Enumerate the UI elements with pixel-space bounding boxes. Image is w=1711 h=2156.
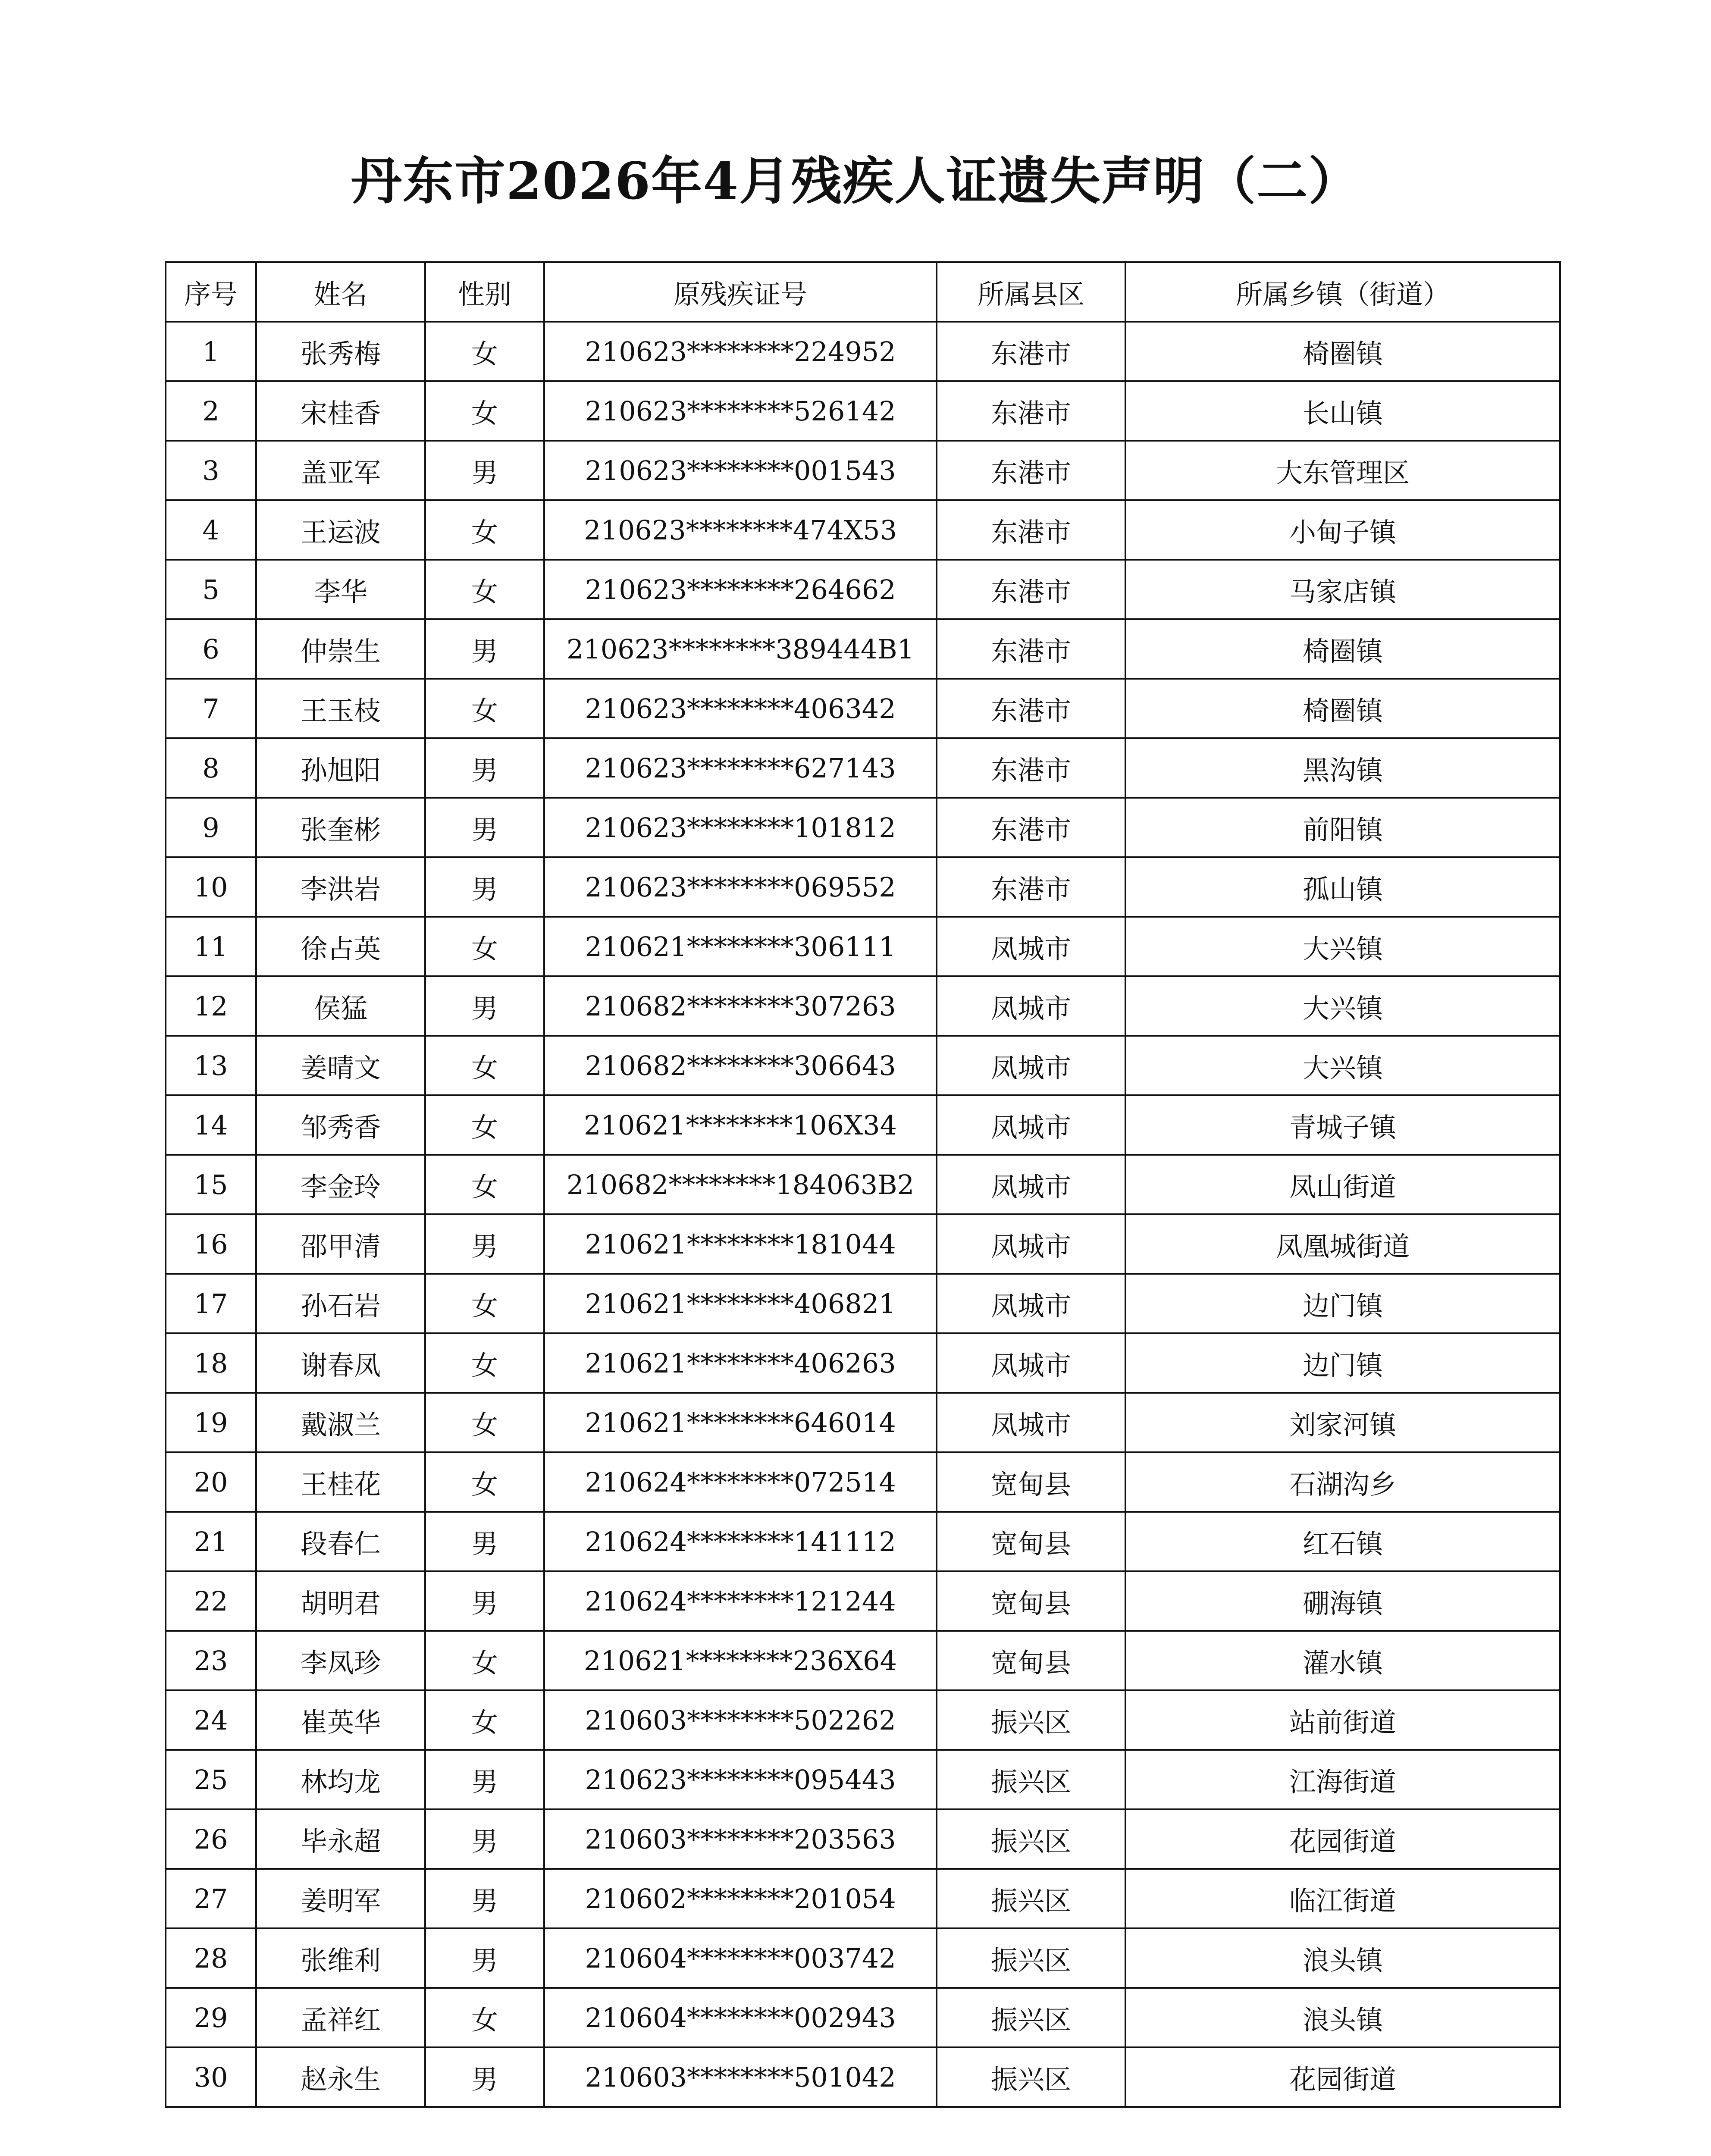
cell-gender: 男	[425, 1928, 544, 1988]
cell-serial: 27	[166, 1869, 256, 1928]
cell-town: 花园街道	[1125, 1809, 1560, 1869]
cell-town: 刘家河镇	[1125, 1393, 1560, 1452]
cell-town: 花园街道	[1125, 2047, 1560, 2107]
declaration-table-container	[165, 261, 1559, 2108]
cell-certificate-number: 210623********627143	[544, 738, 937, 798]
cell-serial: 14	[166, 1095, 256, 1155]
cell-certificate-number: 210623********069552	[544, 857, 937, 917]
cell-county: 振兴区	[937, 1809, 1125, 1869]
cell-name: 姜明军	[256, 1869, 425, 1928]
cell-name: 孙石岩	[256, 1274, 425, 1333]
page-title: 丹东市2026年4月残疾人证遗失声明（二）	[351, 151, 1360, 211]
cell-county: 振兴区	[937, 1750, 1125, 1809]
cell-county: 东港市	[937, 560, 1125, 619]
cell-gender: 男	[425, 1750, 544, 1809]
cell-gender: 女	[425, 1690, 544, 1750]
cell-gender: 女	[425, 1333, 544, 1393]
cell-certificate-number: 210682********306643	[544, 1036, 937, 1095]
cell-name: 宋桂香	[256, 381, 425, 441]
cell-serial: 12	[166, 976, 256, 1036]
cell-certificate-number: 210623********264662	[544, 560, 937, 619]
table-row	[166, 738, 1560, 798]
cell-serial: 5	[166, 560, 256, 619]
cell-county: 宽甸县	[937, 1631, 1125, 1690]
cell-certificate-number: 210623********224952	[544, 322, 937, 381]
cell-town: 小甸子镇	[1125, 500, 1560, 560]
cell-serial: 10	[166, 857, 256, 917]
cell-name: 李凤珍	[256, 1631, 425, 1690]
cell-county: 凤城市	[937, 1036, 1125, 1095]
cell-certificate-number: 210621********236X64	[544, 1631, 937, 1690]
cell-town: 椅圈镇	[1125, 322, 1560, 381]
cell-town: 马家店镇	[1125, 560, 1560, 619]
cell-town: 红石镇	[1125, 1512, 1560, 1571]
cell-county: 振兴区	[937, 1690, 1125, 1750]
cell-gender: 男	[425, 2047, 544, 2107]
cell-serial: 9	[166, 798, 256, 857]
cell-gender: 女	[425, 1155, 544, 1214]
cell-certificate-number: 210624********121244	[544, 1571, 937, 1631]
cell-serial: 2	[166, 381, 256, 441]
cell-serial: 8	[166, 738, 256, 798]
cell-county: 东港市	[937, 441, 1125, 500]
cell-county: 东港市	[937, 619, 1125, 679]
cell-serial: 15	[166, 1155, 256, 1214]
cell-name: 徐占英	[256, 917, 425, 976]
cell-gender: 女	[425, 679, 544, 738]
table-row	[166, 1095, 1560, 1155]
cell-gender: 男	[425, 1809, 544, 1869]
cell-serial: 29	[166, 1988, 256, 2047]
header-serial: 序号	[166, 262, 256, 322]
cell-gender: 女	[425, 322, 544, 381]
cell-county: 凤城市	[937, 976, 1125, 1036]
cell-gender: 女	[425, 1274, 544, 1333]
cell-county: 凤城市	[937, 1214, 1125, 1274]
cell-serial: 3	[166, 441, 256, 500]
cell-county: 东港市	[937, 738, 1125, 798]
table-row	[166, 976, 1560, 1036]
cell-town: 青城子镇	[1125, 1095, 1560, 1155]
cell-certificate-number: 210602********201054	[544, 1869, 937, 1928]
cell-certificate-number: 210682********307263	[544, 976, 937, 1036]
cell-town: 黑沟镇	[1125, 738, 1560, 798]
cell-town: 凤山街道	[1125, 1155, 1560, 1214]
cell-town: 大兴镇	[1125, 917, 1560, 976]
cell-town: 浪头镇	[1125, 1928, 1560, 1988]
table-row	[166, 619, 1560, 679]
cell-serial: 7	[166, 679, 256, 738]
cell-county: 宽甸县	[937, 1452, 1125, 1512]
cell-town: 凤凰城街道	[1125, 1214, 1560, 1274]
table-row	[166, 560, 1560, 619]
cell-name: 姜晴文	[256, 1036, 425, 1095]
cell-gender: 男	[425, 1512, 544, 1571]
cell-certificate-number: 210604********002943	[544, 1988, 937, 2047]
table-row	[166, 500, 1560, 560]
cell-certificate-number: 210621********106X34	[544, 1095, 937, 1155]
cell-name: 王玉枝	[256, 679, 425, 738]
cell-gender: 女	[425, 1988, 544, 2047]
table-header-row	[166, 262, 1560, 322]
table-row	[166, 679, 1560, 738]
cell-certificate-number: 210623********101812	[544, 798, 937, 857]
cell-town: 临江街道	[1125, 1869, 1560, 1928]
table-row	[166, 1155, 1560, 1214]
cell-certificate-number: 210623********001543	[544, 441, 937, 500]
cell-serial: 11	[166, 917, 256, 976]
table-row	[166, 1333, 1560, 1393]
cell-serial: 28	[166, 1928, 256, 1988]
cell-town: 浪头镇	[1125, 1988, 1560, 2047]
cell-county: 东港市	[937, 322, 1125, 381]
cell-name: 谢春凤	[256, 1333, 425, 1393]
cell-town: 灌水镇	[1125, 1631, 1560, 1690]
cell-name: 仲崇生	[256, 619, 425, 679]
table-row	[166, 798, 1560, 857]
table-row	[166, 917, 1560, 976]
cell-town: 孤山镇	[1125, 857, 1560, 917]
cell-certificate-number: 210621********406821	[544, 1274, 937, 1333]
cell-town: 椅圈镇	[1125, 679, 1560, 738]
cell-name: 邵甲清	[256, 1214, 425, 1274]
table-row	[166, 1274, 1560, 1333]
cell-gender: 男	[425, 857, 544, 917]
cell-county: 东港市	[937, 679, 1125, 738]
cell-certificate-number: 210621********406263	[544, 1333, 937, 1393]
header-county: 所属县区	[937, 262, 1125, 322]
cell-serial: 21	[166, 1512, 256, 1571]
cell-gender: 男	[425, 1869, 544, 1928]
table-row	[166, 1512, 1560, 1571]
cell-county: 东港市	[937, 798, 1125, 857]
cell-county: 宽甸县	[937, 1512, 1125, 1571]
cell-name: 李金玲	[256, 1155, 425, 1214]
cell-name: 赵永生	[256, 2047, 425, 2107]
cell-serial: 19	[166, 1393, 256, 1452]
cell-certificate-number: 210603********501042	[544, 2047, 937, 2107]
table-row	[166, 1809, 1560, 1869]
cell-town: 江海街道	[1125, 1750, 1560, 1809]
table-row	[166, 1214, 1560, 1274]
cell-certificate-number: 210603********502262	[544, 1690, 937, 1750]
cell-gender: 女	[425, 1036, 544, 1095]
cell-town: 石湖沟乡	[1125, 1452, 1560, 1512]
cell-serial: 26	[166, 1809, 256, 1869]
cell-name: 孙旭阳	[256, 738, 425, 798]
table-row	[166, 1988, 1560, 2047]
cell-gender: 男	[425, 1571, 544, 1631]
table-row	[166, 322, 1560, 381]
cell-gender: 男	[425, 976, 544, 1036]
cell-serial: 25	[166, 1750, 256, 1809]
cell-county: 凤城市	[937, 1095, 1125, 1155]
cell-town: 边门镇	[1125, 1274, 1560, 1333]
cell-county: 东港市	[937, 857, 1125, 917]
cell-serial: 22	[166, 1571, 256, 1631]
table-row	[166, 1631, 1560, 1690]
cell-certificate-number: 210621********646014	[544, 1393, 937, 1452]
cell-gender: 男	[425, 738, 544, 798]
cell-name: 盖亚军	[256, 441, 425, 500]
cell-name: 张维利	[256, 1928, 425, 1988]
cell-name: 戴淑兰	[256, 1393, 425, 1452]
header-name: 姓名	[256, 262, 425, 322]
table-row	[166, 857, 1560, 917]
cell-certificate-number: 210604********003742	[544, 1928, 937, 1988]
table-body	[166, 322, 1560, 2107]
cell-town: 椅圈镇	[1125, 619, 1560, 679]
table-row	[166, 1750, 1560, 1809]
table-row	[166, 1036, 1560, 1095]
cell-gender: 男	[425, 1214, 544, 1274]
cell-town: 站前街道	[1125, 1690, 1560, 1750]
cell-name: 王运波	[256, 500, 425, 560]
cell-serial: 23	[166, 1631, 256, 1690]
cell-county: 东港市	[937, 381, 1125, 441]
cell-county: 振兴区	[937, 1928, 1125, 1988]
cell-gender: 女	[425, 560, 544, 619]
cell-gender: 男	[425, 441, 544, 500]
cell-county: 凤城市	[937, 1274, 1125, 1333]
cell-county: 振兴区	[937, 2047, 1125, 2107]
cell-name: 林均龙	[256, 1750, 425, 1809]
cell-town: 大兴镇	[1125, 1036, 1560, 1095]
table-row	[166, 1393, 1560, 1452]
cell-town: 大兴镇	[1125, 976, 1560, 1036]
cell-name: 李华	[256, 560, 425, 619]
cell-serial: 18	[166, 1333, 256, 1393]
cell-certificate-number: 210621********306111	[544, 917, 937, 976]
table-row	[166, 1928, 1560, 1988]
cell-certificate-number: 210623********406342	[544, 679, 937, 738]
cell-gender: 女	[425, 1631, 544, 1690]
cell-serial: 24	[166, 1690, 256, 1750]
cell-gender: 女	[425, 1095, 544, 1155]
cell-name: 邹秀香	[256, 1095, 425, 1155]
declaration-table	[165, 261, 1561, 2108]
cell-serial: 4	[166, 500, 256, 560]
cell-serial: 1	[166, 322, 256, 381]
cell-certificate-number: 210623********526142	[544, 381, 937, 441]
cell-gender: 女	[425, 1452, 544, 1512]
cell-name: 王桂花	[256, 1452, 425, 1512]
cell-county: 宽甸县	[937, 1571, 1125, 1631]
cell-town: 硼海镇	[1125, 1571, 1560, 1631]
cell-gender: 男	[425, 619, 544, 679]
cell-gender: 女	[425, 917, 544, 976]
cell-county: 凤城市	[937, 917, 1125, 976]
table-row	[166, 1690, 1560, 1750]
table-row	[166, 1571, 1560, 1631]
cell-serial: 6	[166, 619, 256, 679]
cell-county: 凤城市	[937, 1333, 1125, 1393]
cell-serial: 13	[166, 1036, 256, 1095]
cell-town: 大东管理区	[1125, 441, 1560, 500]
cell-gender: 女	[425, 381, 544, 441]
header-certificate-number: 原残疾证号	[544, 262, 937, 322]
cell-county: 凤城市	[937, 1155, 1125, 1214]
cell-county: 凤城市	[937, 1393, 1125, 1452]
table-row	[166, 381, 1560, 441]
cell-name: 段春仁	[256, 1512, 425, 1571]
header-town: 所属乡镇（街道）	[1125, 262, 1560, 322]
cell-certificate-number: 210623********389444B1	[544, 619, 937, 679]
cell-certificate-number: 210624********141112	[544, 1512, 937, 1571]
table-row	[166, 1452, 1560, 1512]
cell-name: 崔英华	[256, 1690, 425, 1750]
cell-serial: 16	[166, 1214, 256, 1274]
table-row	[166, 1869, 1560, 1928]
cell-name: 孟祥红	[256, 1988, 425, 2047]
cell-name: 胡明君	[256, 1571, 425, 1631]
cell-serial: 20	[166, 1452, 256, 1512]
cell-certificate-number: 210603********203563	[544, 1809, 937, 1869]
cell-serial: 17	[166, 1274, 256, 1333]
cell-county: 东港市	[937, 500, 1125, 560]
cell-county: 振兴区	[937, 1869, 1125, 1928]
cell-name: 李洪岩	[256, 857, 425, 917]
table-row	[166, 2047, 1560, 2107]
cell-county: 振兴区	[937, 1988, 1125, 2047]
cell-certificate-number: 210621********181044	[544, 1214, 937, 1274]
cell-name: 张秀梅	[256, 322, 425, 381]
cell-certificate-number: 210623********095443	[544, 1750, 937, 1809]
cell-gender: 男	[425, 798, 544, 857]
cell-town: 边门镇	[1125, 1333, 1560, 1393]
cell-gender: 女	[425, 1393, 544, 1452]
cell-certificate-number: 210682********184063B2	[544, 1155, 937, 1214]
cell-certificate-number: 210624********072514	[544, 1452, 937, 1512]
cell-gender: 女	[425, 500, 544, 560]
cell-town: 长山镇	[1125, 381, 1560, 441]
cell-name: 张奎彬	[256, 798, 425, 857]
cell-certificate-number: 210623********474X53	[544, 500, 937, 560]
cell-name: 毕永超	[256, 1809, 425, 1869]
cell-name: 侯猛	[256, 976, 425, 1036]
header-gender: 性别	[425, 262, 544, 322]
table-row	[166, 441, 1560, 500]
cell-town: 前阳镇	[1125, 798, 1560, 857]
cell-serial: 30	[166, 2047, 256, 2107]
